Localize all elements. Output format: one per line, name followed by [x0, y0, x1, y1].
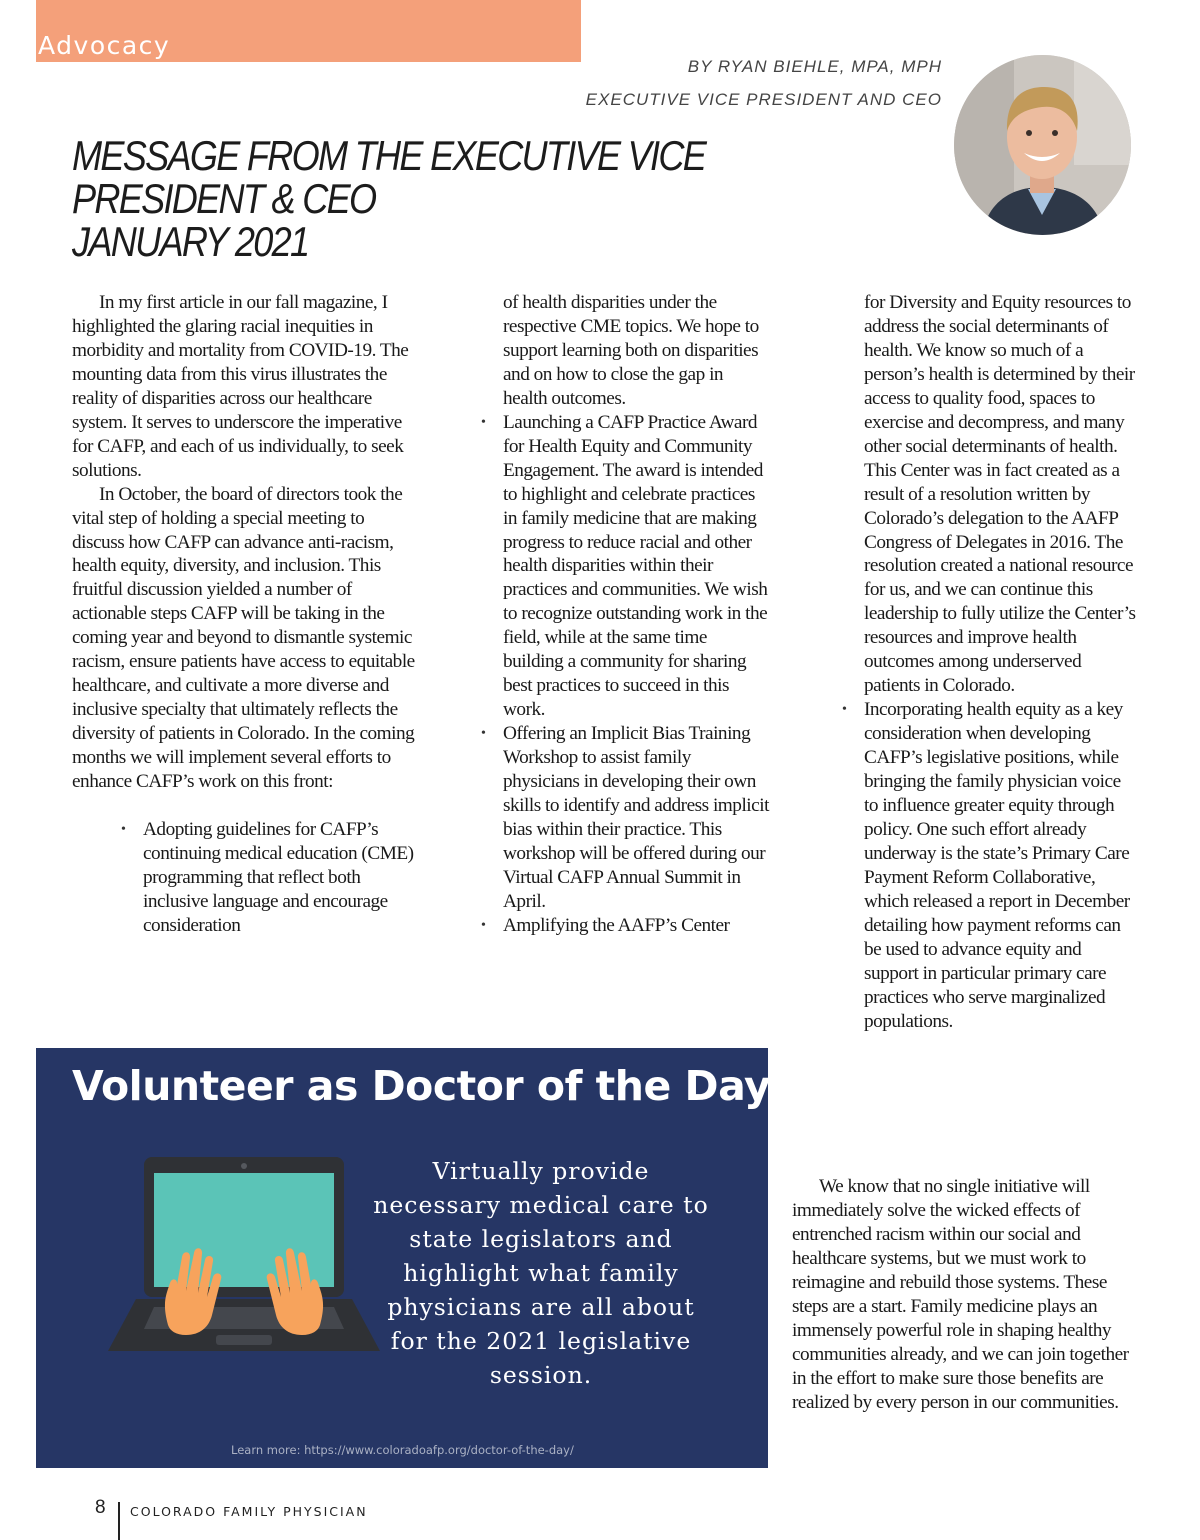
list-item-continued: for Diversity and Equity resources to address the social determinants of health. We know so much of a person’s health is determined by their access to quality food, spaces to exercise and decompress, and many other social determinants of health. This Center was in fact created as a result of a resolution written by Colorado’s delegation to the AAFP Congress of Delegates in 2016. The resolution created a national resource for us, and we can continue this leadership to fully utilize the Center’s resources and improve health outcomes among underserved patients in Colorado.: [864, 292, 1136, 697]
doctor-of-the-day-ad: [36, 1048, 771, 1468]
list-item: • Incorporating health equity as a key consideration when developing CAFP’s legislative positions, while bringing the family physician voice to influence greater equity through policy. One such effort already underway is the state’s Primary Care Payment Reform Collaborative, which released a report in December detailing how payment reforms can be used to advance equity and support in particular primary care practices who serve marginalized populations.: [836, 698, 1136, 1033]
article-column-1: [72, 291, 417, 938]
byline-role: EXECUTIVE VICE PRESIDENT AND CEO: [585, 90, 942, 109]
byline-author: BY RYAN BIEHLE, MPA, MPH: [687, 57, 942, 76]
magazine-name: COLORADO FAMILY PHYSICIAN: [130, 1504, 368, 1519]
portrait-illustration: [954, 55, 1131, 235]
initiative-list: [475, 411, 771, 938]
ad-body: Virtually provide necessary medical care to state legislators and highlight what family physicians are all about for the 2021 legislative session.: [373, 1157, 709, 1389]
article-closing: [792, 1175, 1137, 1415]
author-portrait: [954, 55, 1131, 235]
section-tag-label: Advocacy: [38, 31, 171, 60]
initiative-list: [72, 818, 417, 938]
list-item: • Amplifying the AAFP’s Center: [475, 914, 771, 938]
title-line-2: JANUARY 2021: [72, 218, 309, 265]
initiative-list: [836, 698, 1136, 1033]
ad-title: Volunteer as Doctor of the Day: [72, 1062, 771, 1110]
list-item: • Launching a CAFP Practice Award for Health Equity and Community Engagement. The award is intended to highlight and celebrate practices in family medicine that are making progress to reduce racial and other health disparities within their practices and communities. We wish to recognize outstanding work in the field, while at the same time building a community for sharing best practices to succeed in this work.: [475, 411, 771, 722]
title-line-1: MESSAGE FROM THE EXECUTIVE VICE PRESIDENT & CEO: [72, 132, 706, 222]
section-tag: [36, 0, 581, 62]
list-item: • Offering an Implicit Bias Training Workshop to assist family physicians in developing their own skills to identify and address implicit bias within their practice. This workshop will be offered during our Virtual CAFP Annual Summit in April.: [475, 722, 771, 914]
article-column-2: [475, 291, 771, 938]
page-number: 8: [95, 1497, 106, 1518]
ad-learn-more-link[interactable]: Learn more: https://www.coloradoafp.org/doctor-of-the-day/: [231, 1443, 574, 1457]
article-paragraph: In my first article in our fall magazine, I highlighted the glaring racial inequities in morbidity and mortality from COVID-19. The mounting data from this virus illustrates the reality of disparities across our healthcare system. It serves to underscore the imperative for CAFP, and each of us individually, to seek solutions.: [72, 292, 409, 481]
laptop-hands-icon: [106, 1153, 381, 1363]
list-item-continued: of health disparities under the respective CME topics. We hope to support learning both on disparities and on how to close the gap in health outcomes.: [503, 292, 759, 409]
article-column-3: [836, 291, 1136, 1034]
list-item: • Adopting guidelines for CAFP’s continuing medical education (CME) programming that reflect both inclusive language and encourage consideration: [115, 818, 417, 938]
article-paragraph: In October, the board of directors took the vital step of holding a special meeting to discuss how CAFP can advance anti-racism, health equity, diversity, and inclusion. This fruitful discussion yielded a number of actionable steps CAFP will be taking in the coming year and beyond to dismantle systemic racism, ensure patients have access to equitable healthcare, and cultivate a more diverse and inclusive specialty that ultimately reflects the diversity of patients in Colorado. In the coming months we will implement several efforts to enhance CAFP’s work on this front:: [72, 483, 415, 793]
page-title: [72, 134, 829, 263]
article-paragraph: We know that no single initiative will immediately solve the wicked effects of entrenched racism within our social and healthcare systems, but we must work to reimagine and rebuild those systems. These steps are a start. Family medicine plays an immensely powerful role in shaping healthy communities already, and we can join together in the effort to make sure those benefits are realized by every person in our communities.: [792, 1176, 1129, 1413]
footer-divider: [118, 1502, 120, 1540]
